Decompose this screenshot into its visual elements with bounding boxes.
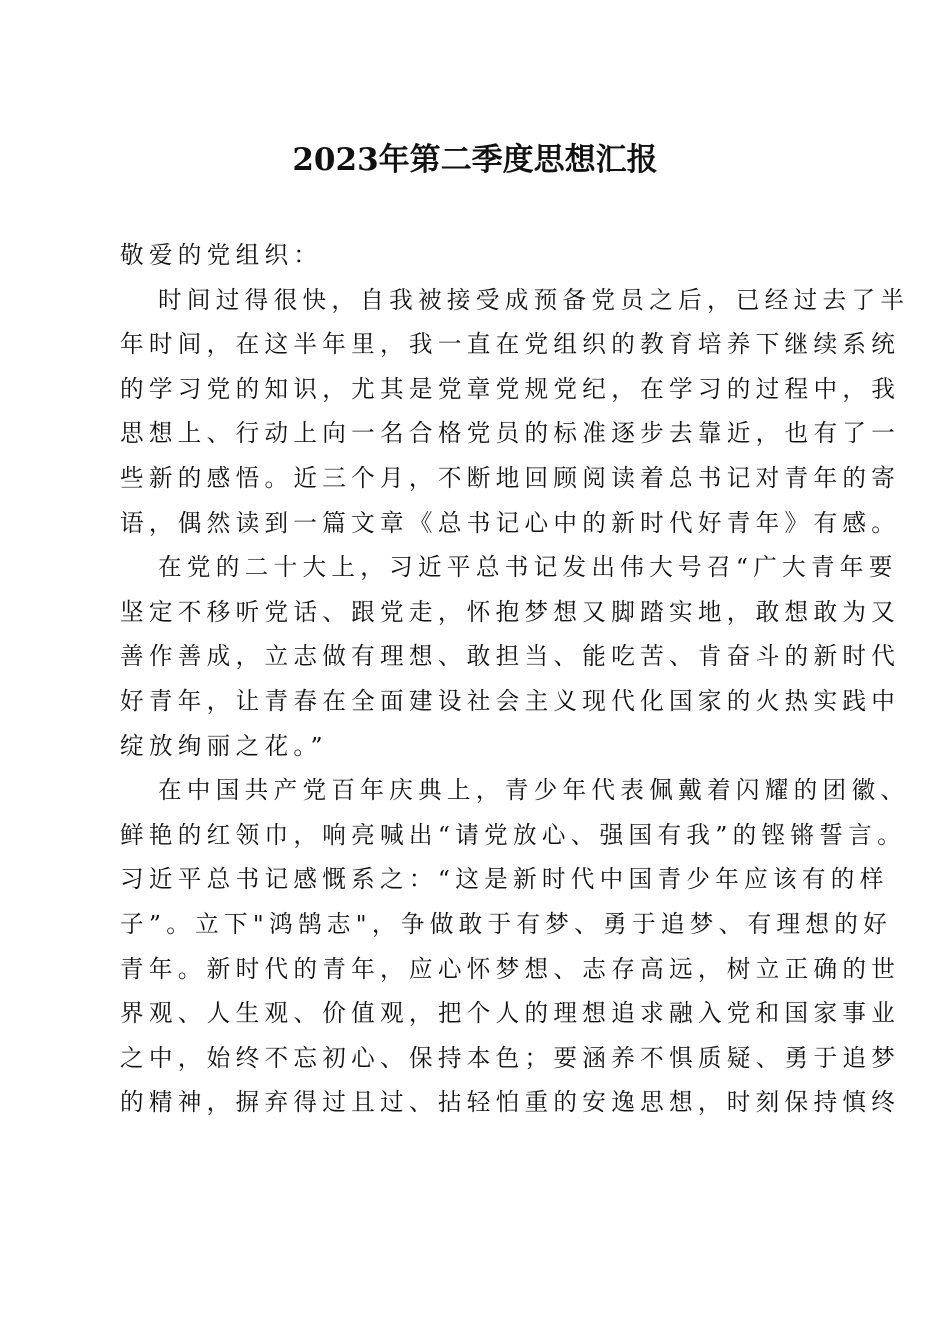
paragraph-1-line: 的学习党的知识，尤其是党章党规党纪，在学习的过程中，我: [120, 374, 901, 403]
paragraph-1-line: 年时间，在这半年里，我一直在党组织的教育培养下继续系统: [120, 330, 901, 359]
paragraph-1-line: 思想上、行动上向一名合格党员的标准逐步去靠近，也有了一: [120, 419, 901, 448]
paragraph-1-line: 语，偶然读到一篇文章《总书记心中的新时代好青年》有感。: [120, 508, 901, 537]
paragraph-2-line: 坚定不移听党话、跟党走，怀抱梦想又脚踏实地，敢想敢为又: [120, 597, 901, 626]
paragraph-2-line: 绽放绚丽之花。”: [120, 731, 328, 760]
document-body: [120, 233, 910, 1125]
salutation: 敬爱的党组织：: [120, 241, 323, 269]
paragraph-3-line: 之中，始终不忘初心、保持本色；要涵养不惧质疑、勇于追梦: [120, 1043, 901, 1072]
paragraph-2-line: 好青年，让青春在全面建设社会主义现代化国家的火热实践中: [120, 686, 901, 715]
paragraph-2-line: 善作善成，立志做有理想、敢担当、能吃苦、肯奋斗的新时代: [120, 642, 901, 671]
paragraph-3-line: 鲜艳的红领巾，响亮喊出“请党放心、强国有我”的铿锵誓言。: [120, 820, 906, 849]
document-title: 2023年第二季度思想汇报: [292, 142, 658, 178]
paragraph-1-line: 时间过得很快，自我被接受成预备党员之后，已经过去了半: [158, 285, 910, 314]
paragraph-3-line: 习近平总书记感慨系之：“这是新时代中国青少年应该有的样: [120, 865, 889, 894]
paragraph-3-line: 青年。新时代的青年，应心怀梦想、志存高远，树立正确的世: [120, 954, 901, 983]
paragraph-3-line: 子”。立下"鸿鹄志"，争做敢于有梦、勇于追梦、有理想的好: [120, 909, 893, 938]
paragraph-2-line: 在党的二十大上，习近平总书记发出伟大号召“广大青年要: [158, 553, 898, 582]
paragraph-3-line: 在中国共产党百年庆典上，青少年代表佩戴着闪耀的团徽、: [158, 776, 910, 805]
paragraph-3-line: 界观、人生观、价值观，把个人的理想追求融入党和国家事业: [120, 999, 901, 1028]
paragraph-3-line: 的精神，摒弃得过且过、拈轻怕重的安逸思想，时刻保持慎终: [120, 1088, 901, 1117]
paragraph-1-line: 些新的感悟。近三个月，不断地回顾阅读着总书记对青年的寄: [120, 463, 901, 492]
